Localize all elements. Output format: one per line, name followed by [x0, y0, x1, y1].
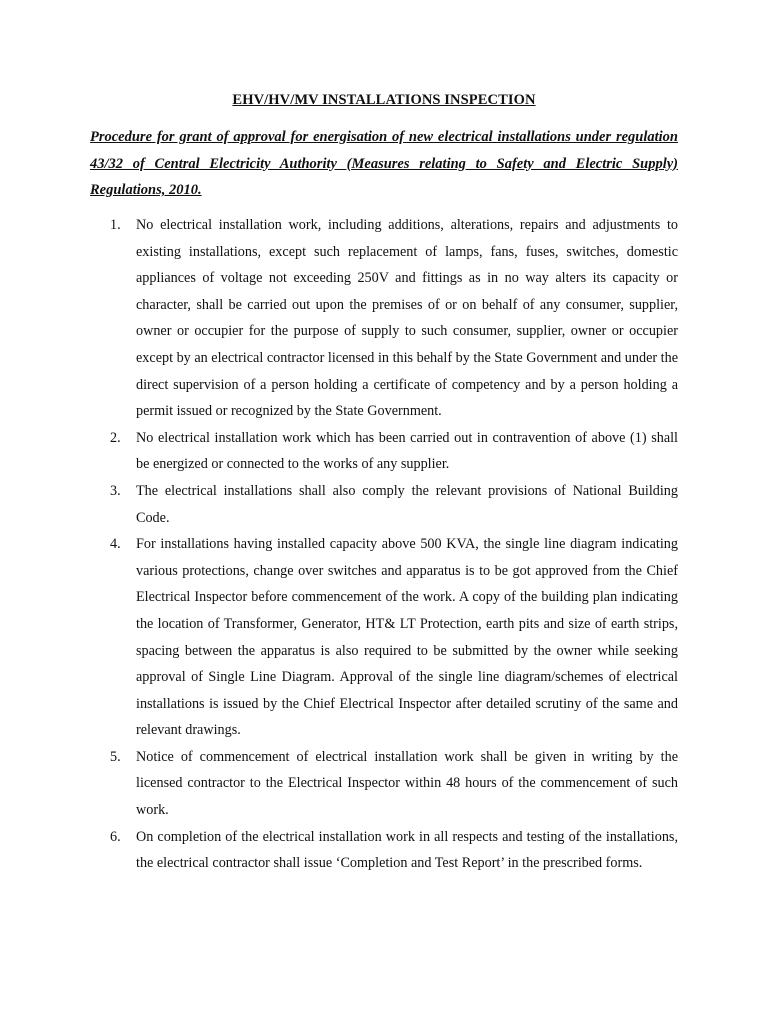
list-item — [90, 531, 678, 744]
list-item — [90, 425, 678, 478]
list-item-text: The electrical installations shall also comply the relevant provisions of National Building Code. — [136, 482, 678, 526]
document-subtitle: Procedure for grant of approval for energisation of new electrical installations under regulation 43/32 of Central Electricity Authority (Measures relating to Safety and Electric Supply) Regulations, 2010. — [90, 129, 678, 198]
list-item-text: Notice of commencement of electrical installation work shall be given in writing by the licensed contractor to the Electrical Inspector within 48 hours of the commencement of such work. — [136, 748, 678, 819]
list-item-number: 3. — [110, 482, 121, 499]
list-item-number: 2. — [110, 429, 121, 446]
list-item — [90, 744, 678, 824]
list-item-text: For installations having installed capacity above 500 KVA, the single line diagram indicating various protections, change over switches and apparatus is to be got approved from the Chief Electrical Inspector before commencement of the work. A copy of the building plan indicating the location of Transformer, Generator, HT& LT Protection, earth pits and size of earth strips, spacing between the apparatus is also required to be submitted by the owner while seeking approval of Single Line Diagram. Approval of the single line diagram/schemes of electrical installations is issued by the Chief Electrical Inspector after detailed scrutiny of the same and relevant drawings. — [136, 536, 678, 739]
list-item — [90, 824, 678, 877]
list-item — [90, 478, 678, 531]
list-item-text: On completion of the electrical installation work in all respects and testing of the installations, the electrical contractor shall issue ‘Completion and Test Report’ in the prescribed forms. — [136, 828, 678, 872]
list-item-number: 1. — [110, 217, 121, 233]
list-item-text: No electrical installation work, including additions, alterations, repairs and adjustments to existing installations, except such replacement of lamps, fans, fuses, switches, domestic appliances of voltage not exceeding 250V and fittings as in no way alters its capacity or character, shall be carried out upon the premises of or on behalf of any consumer, supplier, owner or occupier for the purpose of supply to such consumer, supplier, owner or occupier except by an electrical contractor licensed in this behalf by the State Government and under the direct supervision of a person holding a certificate of competency and by a person holding a permit issued or recognized by the State Government. — [136, 217, 678, 420]
list-item — [90, 212, 678, 425]
list-item-text: No electrical installation work which has been carried out in contravention of above (1) shall be energized or connected to the works of any supplier. — [136, 429, 678, 473]
procedure-list — [90, 212, 678, 877]
list-item-number: 4. — [110, 536, 121, 553]
list-item-number: 5. — [110, 748, 121, 765]
list-item-number: 6. — [110, 828, 121, 845]
document-title: EHV/HV/MV INSTALLATIONS INSPECTION — [232, 92, 536, 108]
